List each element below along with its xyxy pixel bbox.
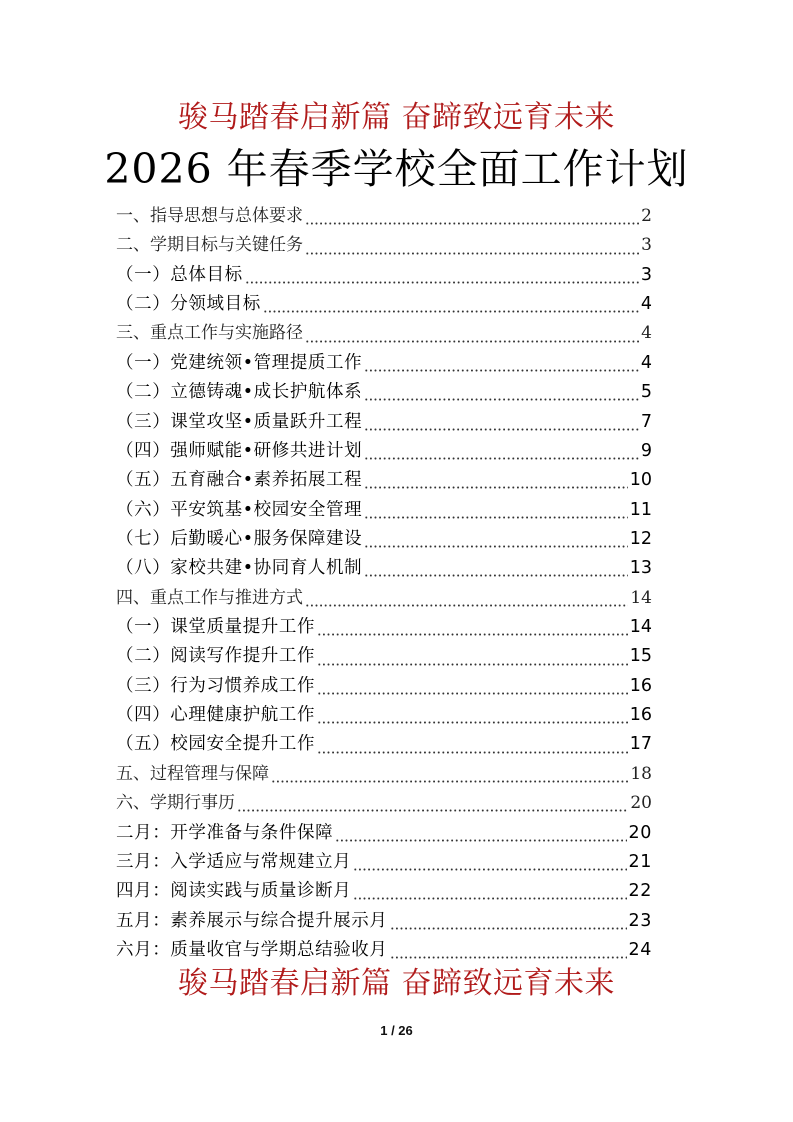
toc-entry-page: 7 [640,411,652,432]
toc-entry[interactable] [116,672,652,701]
toc-entry-label: （二）立德铸魂•成长护航体系 [116,382,363,403]
toc-dot-leader [364,545,627,548]
toc-entry-page: 10 [629,470,652,491]
toc-entry[interactable] [116,496,652,525]
toc-dot-leader [317,721,628,724]
toc-entry[interactable] [116,701,652,730]
toc-entry-label: （五）校园安全提升工作 [116,734,316,755]
toc-entry-page: 3 [640,264,652,285]
toc-entry-page: 4 [640,294,652,315]
toc-entry[interactable] [116,319,652,348]
toc-entry[interactable] [116,819,652,848]
toc-entry[interactable] [116,789,652,818]
toc-dot-leader [364,516,627,519]
toc-entry[interactable] [116,466,652,495]
toc-entry-page: 4 [640,352,652,373]
toc-entry-label: 二月：开学准备与条件保障 [116,822,334,843]
toc-dot-leader [364,398,639,401]
toc-entry-page: 20 [630,793,652,814]
toc-entry-page: 24 [628,939,652,960]
toc-entry-label: 四、重点工作与推进方式 [116,587,303,608]
toc-entry[interactable] [116,613,652,642]
toc-entry-page: 20 [628,822,652,843]
toc-dot-leader [317,663,628,666]
toc-dot-leader [271,780,628,783]
toc-entry[interactable] [116,349,652,378]
toc-dot-leader [305,252,639,255]
document-title: 2026 年春季学校全面工作计划 [104,145,689,193]
toc-entry[interactable] [116,554,652,583]
toc-dot-leader [390,927,627,930]
toc-entry-label: （四）心理健康护航工作 [116,705,316,726]
toc-dot-leader [364,574,627,577]
toc-entry[interactable] [116,848,652,877]
toc-entry[interactable] [116,378,652,407]
toc-entry-label: 三、重点工作与实施路径 [116,323,303,344]
toc-dot-leader [263,310,639,313]
toc-entry-page: 14 [630,587,652,608]
toc-entry-page: 11 [629,499,652,520]
toc-entry[interactable] [116,760,652,789]
toc-entry-label: （一）课堂质量提升工作 [116,617,316,638]
toc-entry[interactable] [116,642,652,671]
toc-entry[interactable] [116,877,652,906]
toc-entry-page: 16 [629,675,652,696]
toc-entry-label: 五、过程管理与保障 [116,763,269,784]
toc-entry[interactable] [116,584,652,613]
toc-entry-label: 五月：素养展示与综合提升展示月 [116,910,388,931]
page-indicator: 1 / 26 [380,1023,413,1038]
toc-entry-label: （二）分领域目标 [116,294,261,315]
toc-entry-label: （一）党建统领•管理提质工作 [116,352,363,373]
toc-dot-leader [390,956,627,959]
slogan-header: 骏马踏春启新篇 奋蹄致远育未来 [177,100,616,135]
toc-dot-leader [335,839,626,842]
toc-dot-leader [364,486,627,489]
toc-dot-leader [317,751,628,754]
toc-entry-page: 9 [640,440,652,461]
toc-entry-label: （五）五育融合•素养拓展工程 [116,470,363,491]
toc-entry-page: 21 [628,851,652,872]
toc-entry-label: 四月：阅读实践与质量诊断月 [116,881,352,902]
toc-entry-page: 15 [629,646,652,667]
toc-dot-leader [364,457,639,460]
toc-entry[interactable] [116,290,652,319]
toc-entry-page: 12 [629,528,652,549]
toc-entry-label: （六）平安筑基•校园安全管理 [116,499,363,520]
toc-entry-page: 13 [629,558,652,579]
toc-entry-label: （一）总体目标 [116,264,243,285]
toc-entry[interactable] [116,408,652,437]
toc-entry-page: 22 [628,881,652,902]
toc-entry-page: 3 [641,235,652,256]
toc-dot-leader [364,428,639,431]
toc-entry-page: 23 [628,910,652,931]
toc-dot-leader [305,604,628,607]
toc-entry-label: （三）课堂攻坚•质量跃升工程 [116,411,363,432]
toc-entry-label: 二、学期目标与关键任务 [116,235,303,256]
toc-dot-leader [305,340,639,343]
toc-entry-page: 16 [629,705,652,726]
toc-entry[interactable] [116,730,652,759]
toc-entry-label: （四）强师赋能•研修共进计划 [116,440,363,461]
toc-dot-leader [353,868,626,871]
toc-entry[interactable] [116,437,652,466]
toc-entry-label: （二）阅读写作提升工作 [116,646,316,667]
toc-dot-leader [364,369,639,372]
toc-entry-label: 一、指导思想与总体要求 [116,206,303,226]
slogan-footer: 骏马踏春启新篇 奋蹄致远育未来 [177,966,616,1001]
toc-entry-label: 六、学期行事历 [116,793,235,814]
toc-entry[interactable] [116,202,652,231]
toc-entry-label: 六月：质量收官与学期总结验收月 [116,939,388,960]
toc-entry-page: 5 [640,382,652,403]
toc-entry-label: （三）行为习惯养成工作 [116,675,316,696]
toc-dot-leader [237,809,628,812]
toc-dot-leader [245,281,639,284]
table-of-contents [116,202,652,965]
toc-entry-page: 17 [629,734,652,755]
toc-entry-page: 18 [630,763,652,784]
toc-entry[interactable] [116,261,652,290]
toc-entry[interactable] [116,907,652,936]
toc-entry-page: 14 [629,617,652,638]
toc-entry[interactable] [116,231,652,260]
toc-entry-label: （七）后勤暖心•服务保障建设 [116,528,363,549]
toc-entry-label: （八）家校共建•协同育人机制 [116,558,363,579]
toc-dot-leader [317,633,628,636]
toc-entry[interactable] [116,525,652,554]
toc-entry[interactable] [116,936,652,965]
toc-entry-label: 三月：入学适应与常规建立月 [116,851,352,872]
toc-dot-leader [305,222,639,225]
toc-entry-page: 2 [641,206,652,226]
toc-dot-leader [353,897,626,900]
toc-entry-page: 4 [641,323,652,344]
toc-dot-leader [317,692,628,695]
